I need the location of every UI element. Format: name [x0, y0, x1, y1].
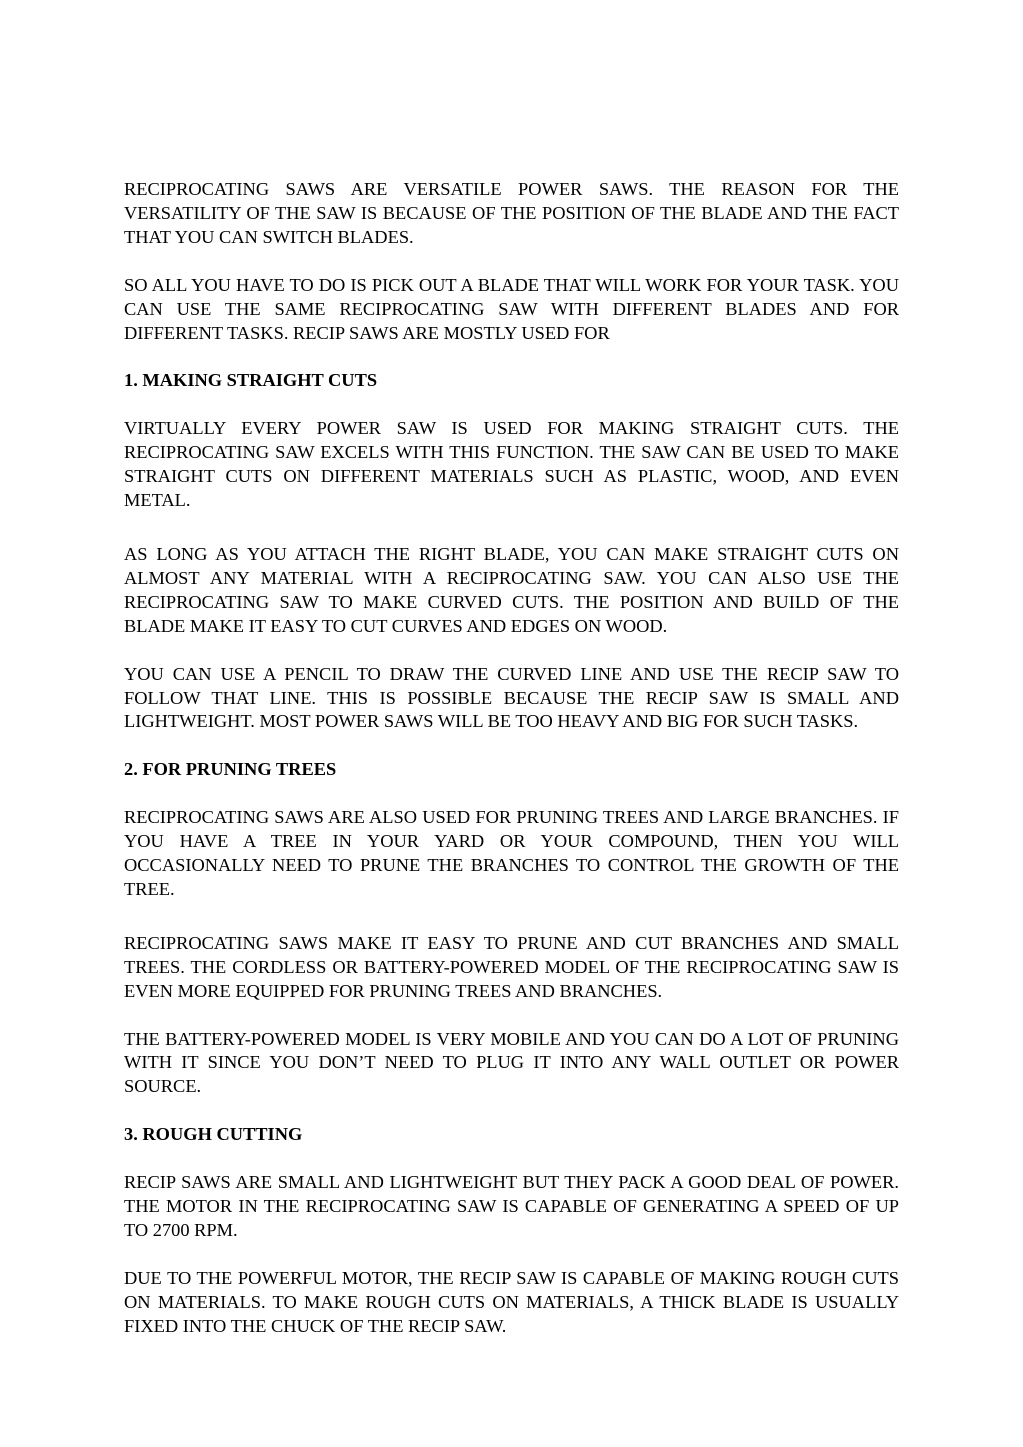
paragraph: VIRTUALLY EVERY POWER SAW IS USED FOR MAKING STRAIGHT CUTS. THE RECIPROCATING SAW EXCELS WITH THIS FUNCTION. THE SAW CAN BE USED TO MAKE STRAIGHT CUTS ON DIFFERENT MATERIALS SUCH AS PLASTIC, WOOD, AND EVEN METAL.: [124, 418, 899, 511]
document-page: [124, 178, 899, 1363]
intro-paragraph: RECIPROCATING SAWS ARE VERSATILE POWER SAWS. THE REASON FOR THE VERSATILITY OF THE SAW IS BECAUSE OF THE POSITION OF THE BLADE AND THE FACT THAT YOU CAN SWITCH BLADES.: [124, 179, 899, 247]
paragraph: RECIPROCATING SAWS ARE ALSO USED FOR PRUNING TREES AND LARGE BRANCHES. IF YOU HAVE A TREE IN YOUR YARD OR YOUR COMPOUND, THEN YOU WILL OCCASIONALLY NEED TO PRUNE THE BRANCHES TO CONTROL THE GROWTH OF THE TREE.: [124, 807, 899, 899]
paragraph: AS LONG AS YOU ATTACH THE RIGHT BLADE, YOU CAN MAKE STRAIGHT CUTS ON ALMOST ANY MATERIAL WITH A RECIPROCATING SAW. YOU CAN ALSO USE THE RECIPROCATING SAW TO MAKE CURVED CUTS. THE POSITION AND BUILD OF THE BLADE MAKE IT EASY TO CUT CURVES AND EDGES ON WOOD.: [124, 543, 899, 636]
section-heading: 2. FOR PRUNING TREES: [124, 759, 337, 780]
paragraph: YOU CAN USE A PENCIL TO DRAW THE CURVED LINE AND USE THE RECIP SAW TO FOLLOW THAT LINE. THIS IS POSSIBLE BECAUSE THE RECIP SAW IS SMALL AND LIGHTWEIGHT. MOST POWER SAWS WILL BE TOO HEAVY AND BIG FOR SUCH TASKS.: [124, 663, 899, 732]
paragraph: DUE TO THE POWERFUL MOTOR, THE RECIP SAW IS CAPABLE OF MAKING ROUGH CUTS ON MATERIALS. TO MAKE ROUGH CUTS ON MATERIALS, A THICK BLADE IS USUALLY FIXED INTO THE CHUCK OF THE RECIP SAW.: [124, 1267, 899, 1336]
section-heading: 1. MAKING STRAIGHT CUTS: [124, 370, 378, 391]
paragraph: SO ALL YOU HAVE TO DO IS PICK OUT A BLADE THAT WILL WORK FOR YOUR TASK. YOU CAN USE THE SAME RECIPROCATING SAW WITH DIFFERENT BLADES AND FOR DIFFERENT TASKS. RECIP SAWS ARE MOSTLY USED FOR: [124, 274, 899, 343]
section-heading: 3. ROUGH CUTTING: [124, 1124, 303, 1145]
paragraph: RECIP SAWS ARE SMALL AND LIGHTWEIGHT BUT THEY PACK A GOOD DEAL OF POWER. THE MOTOR IN THE RECIPROCATING SAW IS CAPABLE OF GENERATING A SPEED OF UP TO 2700 RPM.: [124, 1172, 899, 1240]
paragraph: RECIPROCATING SAWS MAKE IT EASY TO PRUNE AND CUT BRANCHES AND SMALL TREES. THE CORDLESS OR BATTERY-POWERED MODEL OF THE RECIPROCATING SAW IS EVEN MORE EQUIPPED FOR PRUNING TREES AND BRANCHES.: [124, 932, 899, 1001]
paragraph: THE BATTERY-POWERED MODEL IS VERY MOBILE AND YOU CAN DO A LOT OF PRUNING WITH IT SINCE YOU DON’T NEED TO PLUG IT INTO ANY WALL OUTLET OR POWER SOURCE.: [124, 1028, 899, 1097]
